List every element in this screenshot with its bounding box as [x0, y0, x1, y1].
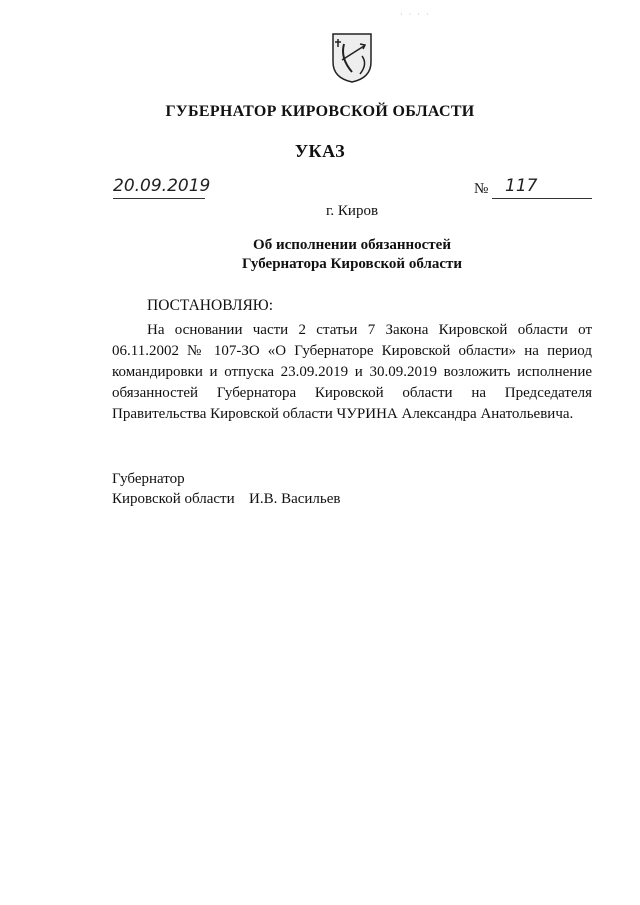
decree-date: 20.09.2019 — [113, 176, 211, 196]
signature-title-line-2: Кировской области — [112, 491, 235, 507]
kirov-coat-of-arms-icon — [330, 30, 374, 84]
number-underline — [492, 198, 592, 199]
scan-dots: · · · · — [400, 10, 431, 19]
authority-title: ГУБЕРНАТОР КИРОВСКОЙ ОБЛАСТИ — [165, 103, 475, 120]
date-underline — [113, 198, 205, 199]
decree-number: 117 — [505, 176, 538, 196]
signer-name: И.В. Васильев — [249, 491, 341, 507]
decree-subject — [0, 236, 640, 274]
document-type: УКАЗ — [294, 141, 346, 161]
city: г. Киров — [325, 203, 379, 219]
subject-line-1: Об исполнении обязанностей — [253, 237, 451, 253]
subject-line-2: Губернатора Кировской области — [241, 256, 463, 272]
decree-body: На основании части 2 статьи 7 Закона Кировской области от 06.11.2002 № 107-ЗО «О Губернаторе Кировской области» на период командировки и отпуска 23.09.2019 и 30.09.2019 возложить исполнение обязанностей Губернатора Кировской области на Председателя Правительства Кировской области ЧУРИНА Александра Анатольевича. — [112, 322, 592, 422]
signature-title-line-1: Губернатор — [112, 471, 185, 487]
resolve-heading: ПОСТАНОВЛЯЮ: — [147, 297, 274, 314]
number-label: № — [474, 181, 489, 197]
